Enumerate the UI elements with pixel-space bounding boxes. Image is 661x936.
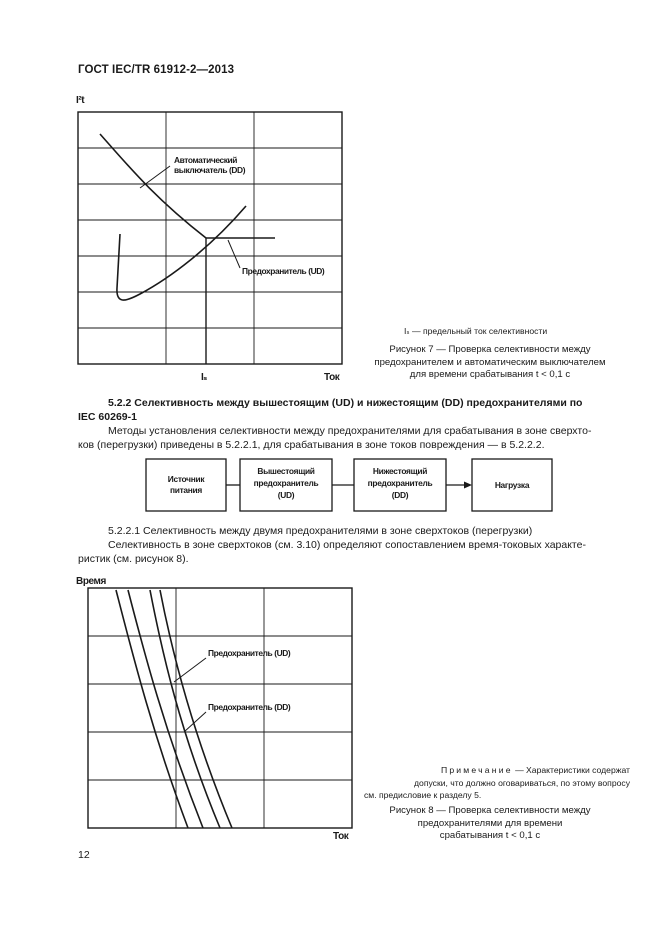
figure-7-graph [70, 88, 350, 388]
figure-8-graph [70, 572, 360, 842]
subsection-paragraph-line2: ристик (см. рисунок 8). [78, 553, 189, 565]
source-label-1: Источник [167, 474, 205, 484]
figure-7-caption-line: предохранителем и автоматическим выключателем [374, 356, 606, 368]
document-header: ГОСТ IEC/TR 61912-2—2013 [78, 64, 235, 76]
figure-8-caption-line: срабатывания t < 0,1 с [439, 830, 541, 841]
ud-curve-lower [116, 590, 188, 828]
upstream-label-1: Вышестоящий [257, 466, 315, 476]
figure-8-note-line3: см. предисловие к разделу 5. [364, 790, 482, 800]
figure-7-breaker-label-1: Автоматический [174, 155, 238, 165]
figure-7-caption-line: Рисунок 7 — Проверка селективности между [389, 344, 591, 355]
figure-7-x-marker: Iₛ [201, 372, 207, 383]
figure-7-caption [346, 344, 634, 382]
figure-8-caption [352, 805, 628, 843]
section-paragraph-line1: Методы установления селективности между предохранителями для срабатывания в зоне сверхто- [108, 425, 592, 437]
figure-7-y-axis-label: I²t [76, 95, 85, 106]
figure-8-note-line1: — Характеристики содержат [512, 765, 630, 775]
downstream-label-2: предохранитель [367, 478, 433, 488]
downstream-label-1: Нижестоящий [372, 466, 428, 476]
figure-7-caption-line: для времени срабатывания t < 0,1 с [409, 369, 571, 380]
figure-8-ud-label: Предохранитель (UD) [208, 648, 291, 658]
figure-7-fuse-label: Предохранитель (UD) [242, 266, 325, 276]
breaker-curve [100, 134, 206, 238]
fuse-leader [228, 240, 240, 268]
figure-8-caption-line: предохранителями для времени [417, 817, 563, 829]
figure-7-breaker-label-2: выключатель (DD) [174, 165, 246, 175]
figure-7-x-axis-label: Ток [324, 372, 340, 383]
section-paragraph-line2: ков (перегрузки) приведены в 5.2.2.1, для срабатывания в зоне токов повреждения — в 5.2.2.2. [78, 439, 545, 451]
figure-7-note-text: — предельный ток селективности [411, 326, 548, 336]
arrow-head-icon [464, 482, 472, 489]
breaker-leader [140, 166, 170, 188]
figure-8-dd-label: Предохранитель (DD) [208, 702, 291, 712]
upstream-label-3: (UD) [277, 490, 295, 500]
downstream-label-3: (DD) [391, 490, 409, 500]
block-diagram [140, 456, 560, 514]
section-heading-line2: IEC 60269-1 [78, 411, 137, 423]
figure-7-note [404, 326, 547, 337]
figure-8-caption-line: Рисунок 8 — Проверка селективности между [389, 805, 591, 816]
source-label-2: питания [170, 485, 202, 495]
figure-8-note [362, 764, 630, 802]
subsection-paragraph-line1: Селективность в зоне сверхтоков (см. 3.10) определяют сопоставлением время-токовых характе- [108, 539, 586, 551]
upstream-label-2: предохранитель [253, 478, 319, 488]
subsection-heading: 5.2.2.1 Селективность между двумя предохранителями в зоне сверхтоков (перегрузки) [108, 525, 533, 537]
figure-8-note-prefix: Примечание [440, 765, 513, 775]
figure-7-note-symbol: Iₛ [404, 326, 410, 336]
load-label: Нагрузка [494, 480, 530, 490]
ud-curve-upper [128, 590, 203, 828]
figure-8-x-axis-label: Ток [333, 831, 349, 842]
figure-8-y-axis-label: Время [76, 576, 106, 587]
figure-8-note-line2: допуски, что должно оговариваться, по этому вопросу [414, 777, 630, 788]
page-number: 12 [78, 849, 90, 861]
section-heading-line1: 5.2.2 Селективность между вышестоящим (UD) и нижестоящим (DD) предохранителями по [108, 397, 583, 409]
